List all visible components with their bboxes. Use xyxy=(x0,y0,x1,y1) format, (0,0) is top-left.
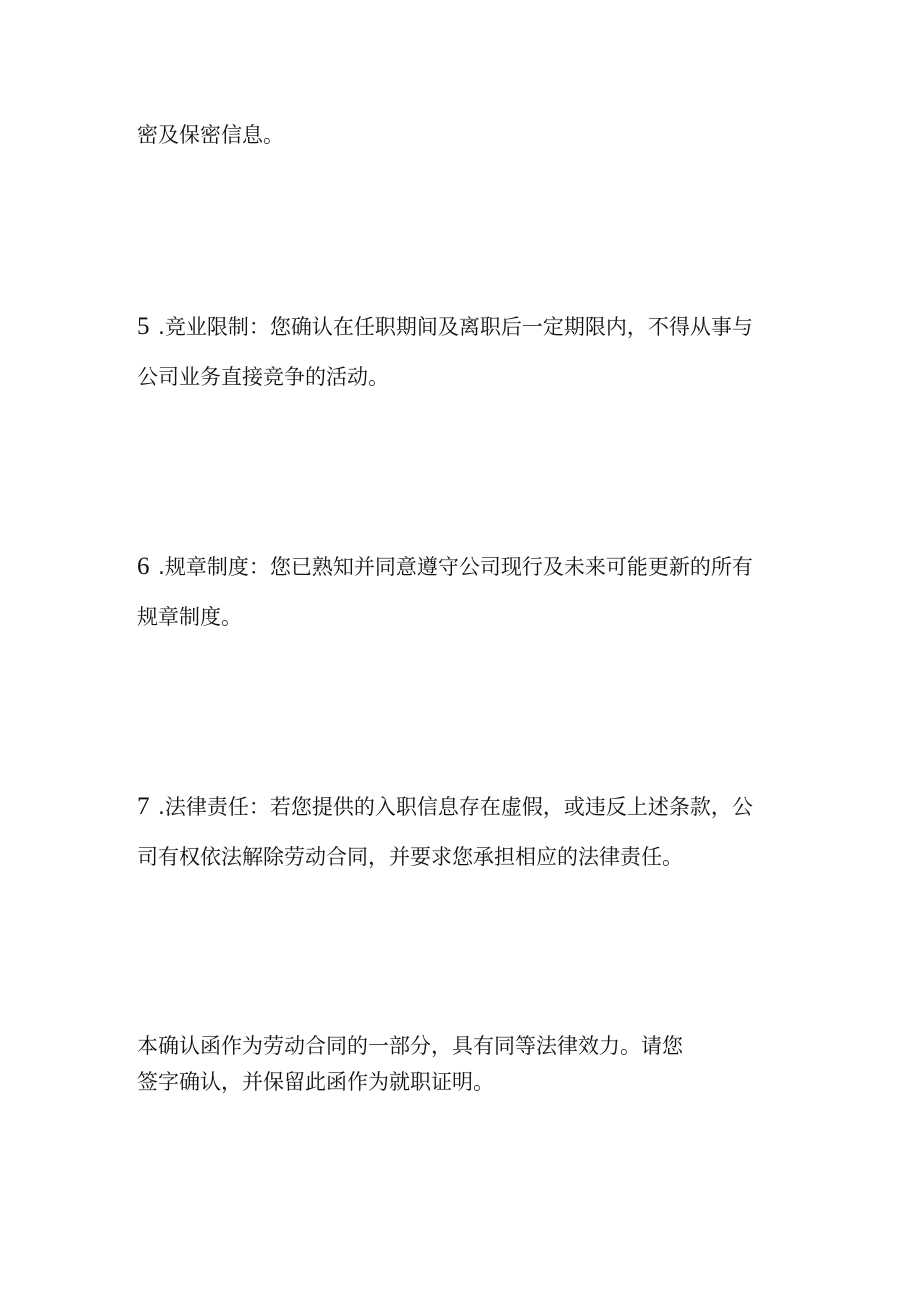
closing-paragraph xyxy=(137,1028,797,1100)
clause-6-text-1: .规章制度：您已熟知并同意遵守公司现行及未来可能更新的所有 xyxy=(151,555,753,579)
clause-7-line-2: 司有权依法解除劳动合同，并要求您承担相应的法律责任。 xyxy=(137,845,683,869)
clause-6 xyxy=(137,542,797,642)
clause-7-number: 7 xyxy=(137,793,150,820)
clause-7 xyxy=(137,782,797,882)
clause-5-number: 5 xyxy=(137,313,150,340)
clause-7-line-1 xyxy=(137,782,797,832)
clause-5 xyxy=(137,302,797,402)
clause-5-line-2: 公司业务直接竞争的活动。 xyxy=(137,365,389,389)
clause-6-line-2: 规章制度。 xyxy=(137,605,242,629)
clause-6-line-1 xyxy=(137,542,797,592)
clause-5-line-1 xyxy=(137,302,797,352)
clause-5-text-1: .竞业限制：您确认在任职期间及离职后一定期限内，不得从事与 xyxy=(151,315,753,339)
intro-line: 密及保密信息。 xyxy=(137,123,284,147)
closing-line-2: 签字确认，并保留此函作为就职证明。 xyxy=(137,1070,494,1094)
clause-6-number: 6 xyxy=(137,553,150,580)
clause-7-text-1: .法律责任：若您提供的入职信息存在虚假，或违反上述条款，公 xyxy=(151,795,753,819)
closing-line-1: 本确认函作为劳动合同的一部分，具有同等法律效力。请您 xyxy=(137,1034,683,1058)
intro-paragraph-tail xyxy=(137,110,797,160)
